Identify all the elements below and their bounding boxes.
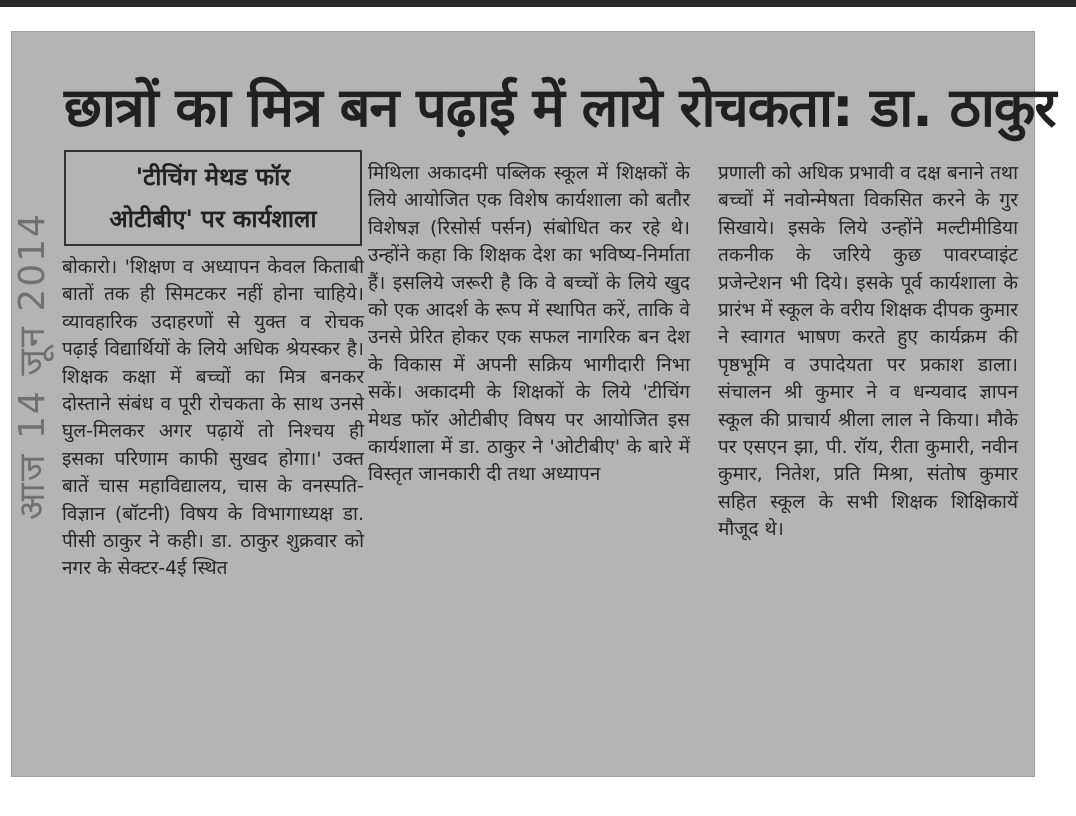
article-column-2: मिथिला अकादमी पब्लिक स्कूल में शिक्षकों के लिये आयोजित एक विशेष कार्यशाला को बतौर विशेषज्ञ (रिसोर्स पर्सन) संबोधित कर रहे थे। उन्होंने कहा कि शिक्षक देश का भविष्य-निर्माता हैं। इसलिये जरूरी है कि वे बच्चों के लिये खुद को एक आदर्श के रूप में स्थापित करें, ताकि वे उनसे प्रेरित होकर एक सफल नागरिक बन देश के विकास में अपनी सक्रिय भागीदारी निभा सकें। अकादमी के शिक्षकों के लिये 'टीचिंग मेथड फॉर ओटीबीए विषय पर आयोजित इस कार्यशाला में डा. ठाकुर ने 'ओटीबीए' के बारे में विस्तृत जानकारी दी तथा अध्यापन bbox=[368, 162, 690, 486]
article-headline: छात्रों का मित्र बन पढ़ाई में लाये रोचकता: डा. ठाकुर bbox=[64, 76, 1056, 139]
subheading-box bbox=[64, 150, 362, 246]
scan-top-edge bbox=[0, 0, 1076, 7]
subheading-line-2: ओटीबीए' पर कार्यशाला bbox=[109, 205, 317, 233]
subheading-line-1: 'टीचिंग मेथड फॉर bbox=[135, 163, 291, 191]
article-column-3: प्रणाली को अधिक प्रभावी व दक्ष बनाने तथा बच्चों में नवोन्मेषता विकसित करने के गुर सिखाये। इसके लिये उन्होंने मल्टीमीडिया तकनीक के जरिये कुछ पावरप्वाइंट प्रजेन्टेशन भी दिये। इसके पूर्व कार्यशाला के प्रारंभ में स्कूल के वरीय शिक्षक दीपक कुमार ने स्वागत भाषण करते हुए कार्यक्रम की पृष्ठभूमि व उपादेयता पर प्रकाश डाला। संचालन श्री कुमार ने व धन्यवाद ज्ञापन स्कूल की प्राचार्य श्रीला लाल ने किया। मौके पर एसएन झा, पी. रॉय, रीता कुमारी, नवीन कुमार, नितेश, प्रति मिश्रा, संतोष कुमार सहित स्कूल के सभी शिक्षक शिक्षिकायें मौजूद थे। bbox=[718, 162, 1018, 541]
article-column-1: बोकारो। 'शिक्षण व अध्यापन केवल किताबी बातों तक ही सिमटकर नहीं होना चाहिये। व्यावहारिक उदाहरणों से युक्त व रोचक पढ़ाई विद्यार्थियों के लिये अधिक श्रेयस्कर है। शिक्षक कक्षा में बच्चों का मित्र बनकर दोस्ताने संबंध व पूरी रोचकता के साथ उनसे घुल-मिलकर अगर पढ़ायें तो निश्चय ही इसका परिणाम काफी सुखद होगा।' उक्त बातें चास महाविद्यालय, चास के वनस्पति-विज्ञान (बॉटनी) विषय के विभागाध्यक्ष डा. पीसी ठाकुर ने कही। डा. ठाकुर शुक्रवार को नगर के सेक्टर-4ई स्थित bbox=[62, 256, 364, 580]
handwritten-date-note: आज 14 जून 2014 bbox=[12, 212, 53, 520]
